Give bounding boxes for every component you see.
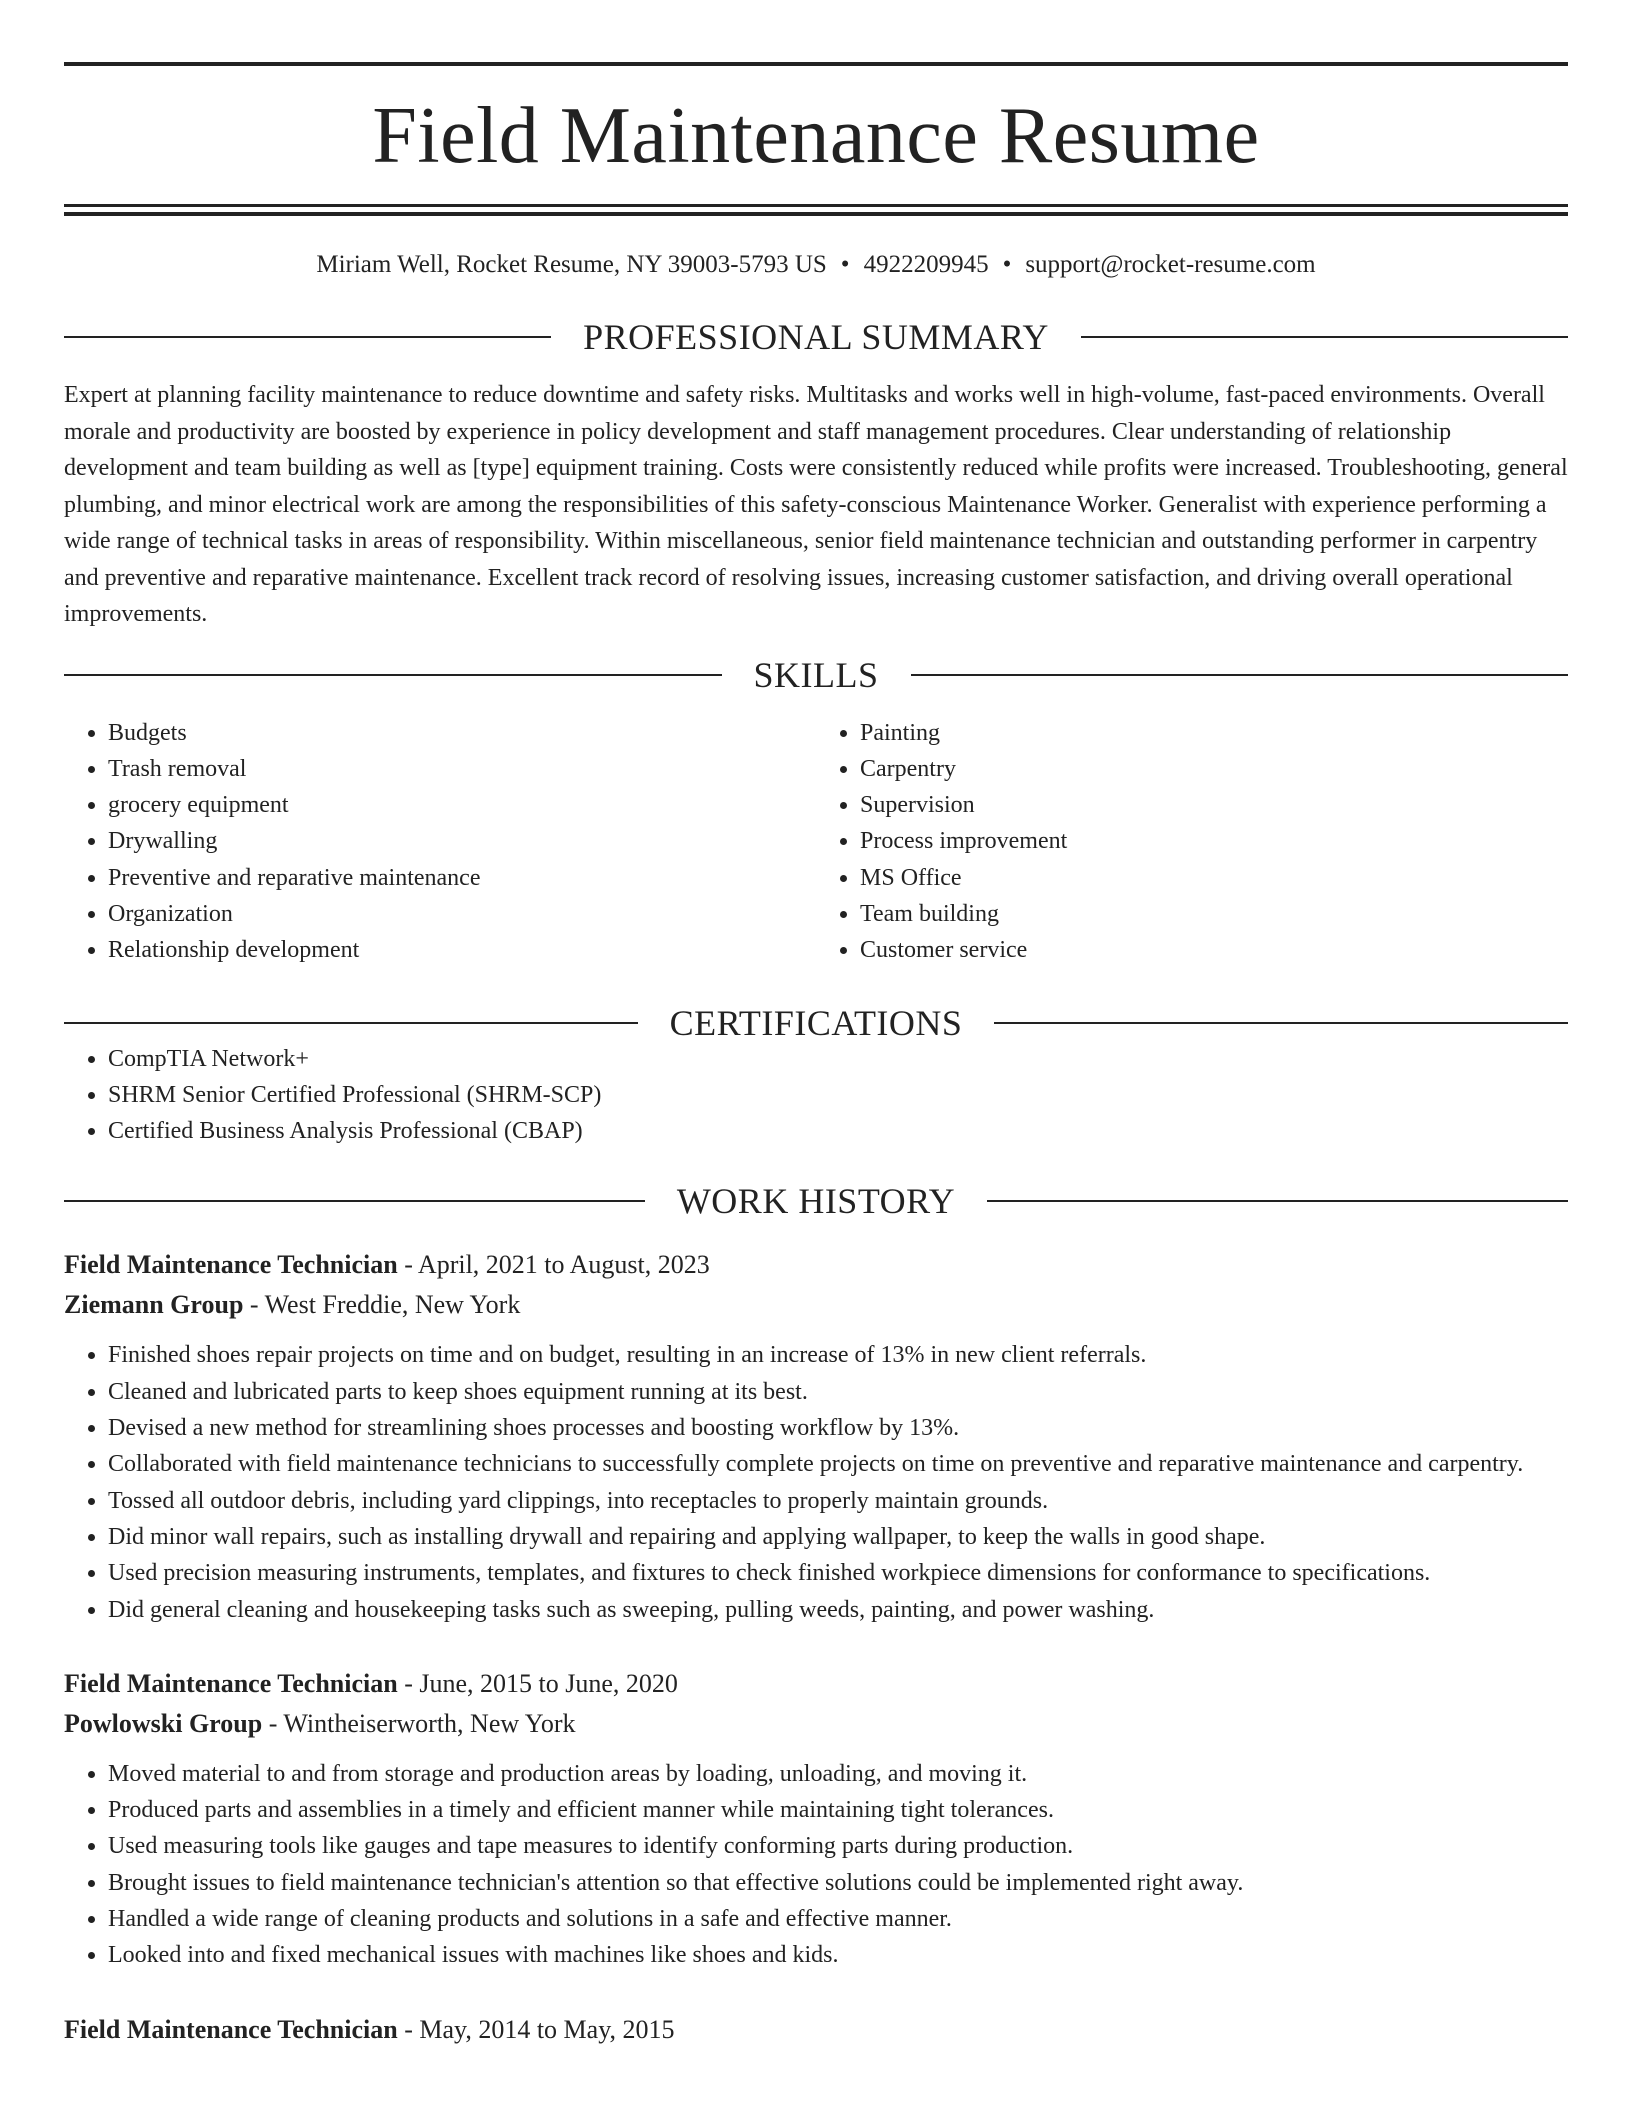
job-company-line — [64, 1704, 1568, 1744]
skill-item: • Carpentry — [860, 751, 1568, 787]
skill-item: • Drywalling — [108, 823, 816, 859]
skill-item: • Team building — [860, 896, 1568, 932]
contact-address: Miriam Well, Rocket Resume, NY 39003-5793 US — [316, 251, 827, 278]
contact-email: support@rocket-resume.com — [1025, 251, 1316, 278]
skills-list — [64, 715, 1568, 969]
top-rule — [64, 62, 1568, 66]
summary-title: PROFESSIONAL SUMMARY — [583, 317, 1049, 357]
job-dates: - April, 2021 to August, 2023 — [397, 1250, 710, 1280]
job-dates: - May, 2014 to May, 2015 — [397, 2014, 675, 2044]
job-role: Field Maintenance Technician — [64, 1668, 398, 1698]
skill-item: • Preventive and reparative maintenance — [108, 860, 816, 896]
section-rule — [64, 674, 722, 676]
job-title-line — [64, 1245, 1568, 1285]
double-rule — [64, 204, 1568, 216]
job-role: Field Maintenance Technician — [64, 2014, 398, 2044]
job-bullet: • Did general cleaning and housekeeping tasks such as sweeping, pulling weeds, painting, and power washing. — [108, 1592, 1568, 1628]
section-rule — [64, 1022, 638, 1024]
job-bullet: • Brought issues to field maintenance technician's attention so that effective solutions could be implemented right away. — [108, 1865, 1568, 1901]
job-dates: - June, 2015 to June, 2020 — [397, 1668, 678, 1698]
job-bullets — [64, 1756, 1568, 1974]
skill-item: • Relationship development — [108, 932, 816, 968]
job-role: Field Maintenance Technician — [64, 1250, 398, 1280]
job-location: - West Freddie, New York — [243, 1290, 521, 1320]
job-bullet: • Tossed all outdoor debris, including yard clippings, into receptacles to properly maintain grounds. — [108, 1483, 1568, 1519]
contact-separator: • — [1002, 251, 1012, 278]
skill-item: • Painting — [860, 715, 1568, 751]
skill-item: • Customer service — [860, 932, 1568, 968]
job-bullet: • Devised a new method for streamlining shoes processes and boosting workflow by 13%. — [108, 1410, 1568, 1446]
skill-item: • MS Office — [860, 860, 1568, 896]
skills-right-column — [816, 715, 1568, 969]
section-rule — [911, 674, 1569, 676]
summary-text: Expert at planning facility maintenance to reduce downtime and safety risks. Multitasks and works well in high-volume, fast-paced environments. Overall morale and productivity are boosted by experience in policy development and staff management procedures. Clear understanding of relationship development and team building as well as [type] equipment training. Costs were consistently reduced while profits were increased. Troubleshooting, general plumbing, and minor electrical work are among the responsibilities of this safety-conscious Maintenance Worker. Generalist with experience performing a wide range of technical tasks in areas of responsibility. Within miscellaneous, senior field maintenance technician and outstanding performer in carpentry and preventive and reparative maintenance. Excellent track record of resolving issues, increasing customer satisfaction, and driving overall operational improvements. — [64, 382, 1568, 627]
skill-item: • Process improvement — [860, 823, 1568, 859]
skill-item: • grocery equipment — [108, 787, 816, 823]
job-bullet: • Used measuring tools like gauges and tape measures to identify conforming parts during production. — [108, 1828, 1568, 1864]
contact-phone: 4922209945 — [863, 251, 989, 278]
work-history-title: WORK HISTORY — [676, 1181, 956, 1222]
section-rule — [994, 1022, 1568, 1024]
certification-item: • SHRM Senior Certified Professional (SHRM-SCP) — [108, 1077, 1568, 1113]
section-rule — [64, 336, 551, 338]
skills-left-column — [64, 715, 816, 969]
job-location: - Wintheiserworth, New York — [262, 1708, 576, 1738]
job-company: Ziemann Group — [64, 1290, 244, 1320]
certifications-list — [64, 1041, 1568, 1150]
skill-item: • Trash removal — [108, 751, 816, 787]
job-bullet: • Produced parts and assemblies in a timely and efficient manner while maintaining tight tolerances. — [108, 1792, 1568, 1828]
skills-header — [64, 654, 1568, 695]
job-bullet: • Collaborated with field maintenance technicians to successfully complete projects on time on preventive and reparative maintenance and carpentry. — [108, 1446, 1568, 1482]
skill-item: • Budgets — [108, 715, 816, 751]
job-bullet: • Moved material to and from storage and production areas by loading, unloading, and moving it. — [108, 1756, 1568, 1792]
section-rule — [1081, 336, 1568, 338]
job-company-line — [64, 1285, 1568, 1325]
contact-line — [64, 252, 1568, 277]
job-company: Powlowski Group — [64, 1708, 263, 1738]
job-entry — [64, 1664, 1568, 1974]
contact-separator: • — [840, 251, 850, 278]
section-rule — [64, 1200, 645, 1202]
certifications-header — [64, 1002, 1568, 1043]
job-title-line — [64, 2010, 1568, 2050]
skill-item: • Supervision — [860, 787, 1568, 823]
job-entry — [64, 1245, 1568, 1627]
job-bullet: • Did minor wall repairs, such as installing drywall and repairing and applying wallpaper, to keep the walls in good shape. — [108, 1519, 1568, 1555]
resume-title: Field Maintenance Resume — [372, 92, 1260, 180]
certification-item: • Certified Business Analysis Professional (CBAP) — [108, 1113, 1568, 1149]
job-bullet: • Looked into and fixed mechanical issues with machines like shoes and kids. — [108, 1937, 1568, 1973]
work-history-header — [64, 1181, 1568, 1222]
certification-item: • CompTIA Network+ — [108, 1041, 1568, 1077]
job-bullets — [64, 1337, 1568, 1627]
job-bullet: • Cleaned and lubricated parts to keep shoes equipment running at its best. — [108, 1374, 1568, 1410]
section-rule — [987, 1200, 1568, 1202]
job-title-line — [64, 1664, 1568, 1704]
skills-title: SKILLS — [753, 654, 879, 695]
job-bullet: • Handled a wide range of cleaning products and solutions in a safe and effective manner. — [108, 1901, 1568, 1937]
job-entry — [64, 2010, 1568, 2050]
skill-item: • Organization — [108, 896, 816, 932]
summary-header — [64, 319, 1568, 355]
certifications-title: CERTIFICATIONS — [669, 1002, 963, 1043]
job-bullet: • Used precision measuring instruments, templates, and fixtures to check finished workpiece dimensions for conformance to specifications. — [108, 1555, 1568, 1591]
job-bullet: • Finished shoes repair projects on time and on budget, resulting in an increase of 13% in new client referrals. — [108, 1337, 1568, 1373]
